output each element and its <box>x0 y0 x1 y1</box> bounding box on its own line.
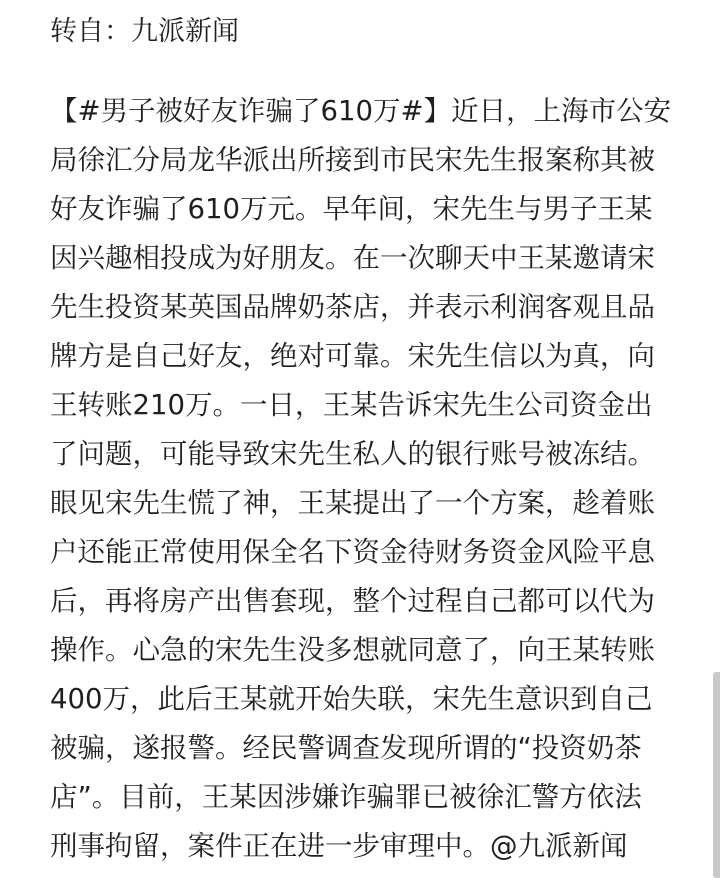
body-line: 局徐汇分局龙华派出所接到市民宋先生报案称其被 <box>50 144 655 176</box>
body-line: 店”。目前，王某因涉嫌诈骗罪已被徐汇警方依法 <box>50 781 642 813</box>
body-line: 400万，此后王某就开始失联，宋先生意识到自己 <box>50 683 653 715</box>
body-line: 因兴趣相投成为好朋友。在一次聊天中王某邀请宋 <box>50 242 655 274</box>
body-line: 王转账210万。一日，王某告诉宋先生公司资金出 <box>50 389 653 421</box>
body-line: 了问题，可能导致宋先生私人的银行账号被冻结。 <box>50 438 655 470</box>
body-line: 后，再将房产出售套现，整个过程自己都可以代为 <box>50 585 655 617</box>
body-line: 刑事拘留，案件正在进一步审理中。@九派新闻 <box>50 830 628 862</box>
body-line: 眼见宋先生慌了神，王某提出了一个方案，趁着账 <box>50 487 655 519</box>
body-line: 牌方是自己好友，绝对可靠。宋先生信以为真，向 <box>50 340 655 372</box>
source-attribution: 转自：九派新闻 <box>50 16 239 47</box>
article-body <box>50 87 680 871</box>
body-line: 先生投资某英国品牌奶茶店，并表示利润客观且品 <box>50 291 655 323</box>
body-line: 操作。心急的宋先生没多想就同意了，向王某转账 <box>50 634 655 666</box>
body-line: 【#男子被好友诈骗了610万#】近日，上海市公安 <box>50 95 672 127</box>
body-line: 被骗，遂报警。经民警调查发现所谓的“投资奶茶 <box>50 732 642 764</box>
body-line: 户还能正常使用保全名下资金待财务资金风险平息 <box>50 536 655 568</box>
scrollbar-thumb[interactable] <box>713 672 720 878</box>
body-line: 好友诈骗了610万元。早年间，宋先生与男子王某 <box>50 193 653 225</box>
